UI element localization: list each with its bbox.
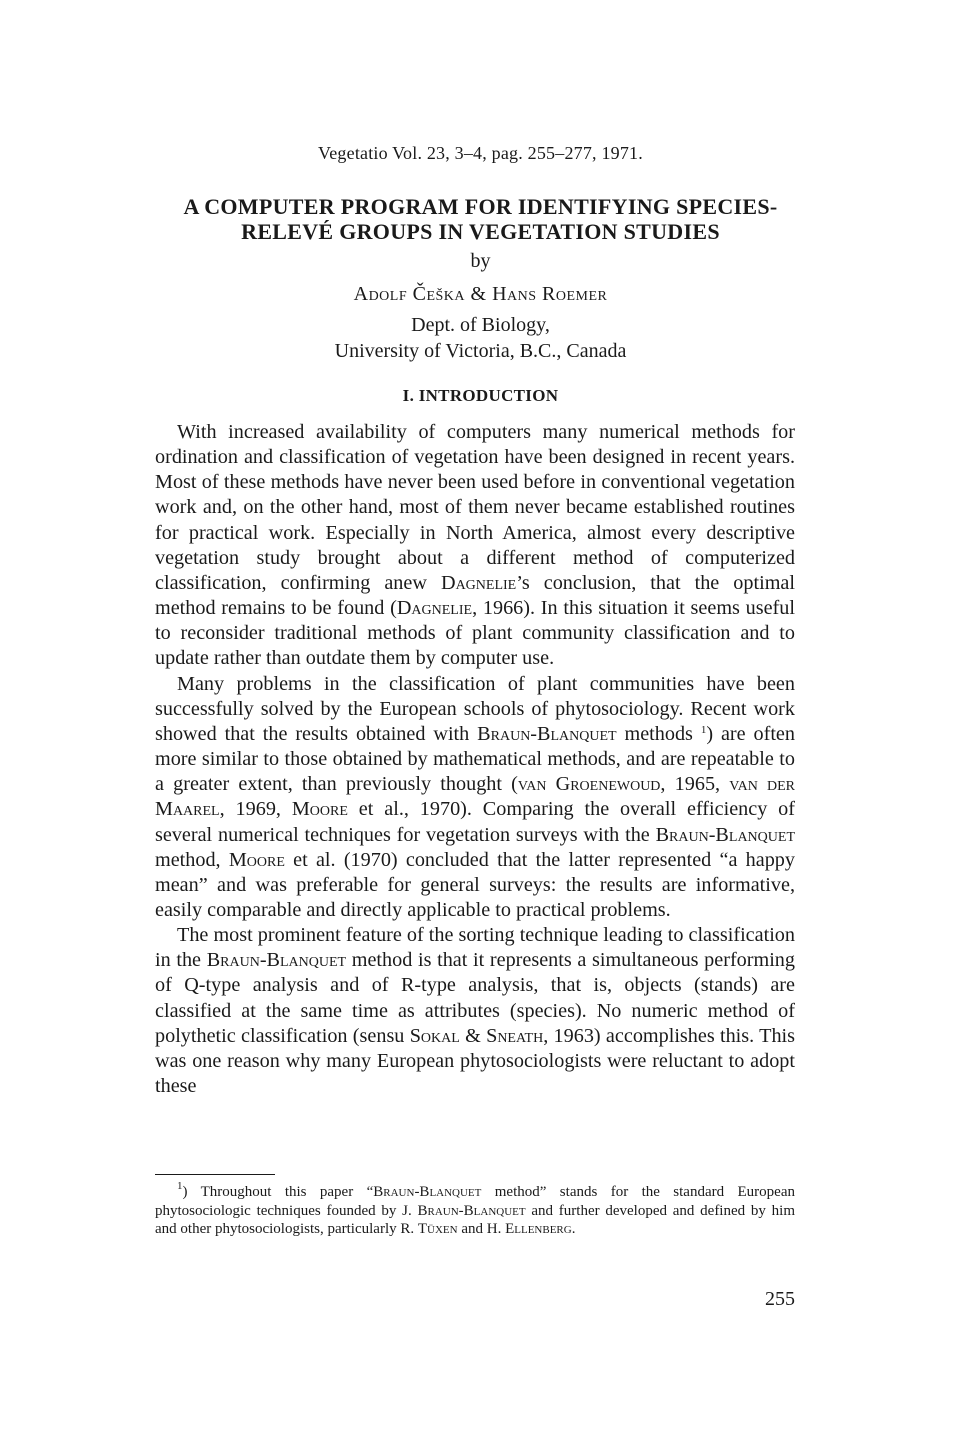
text-span: ’s conclusion, that the optimal method remains to be found ( [155,571,795,620]
affiliation [0,312,961,364]
author-name: Ellenberg [505,1221,572,1237]
text-span: method is that it represents a simultaneous performing of Q-type analysis and of R-type analysis, that is, objects (stands) are classified at the same time as attributes (species). No numeric method of polythetic classification (sensu [155,949,795,1047]
paragraph-3 [155,923,795,1099]
text-span: et al. (1970) concluded that the latter represented “a happy mean” and was preferable for general surveys: the results are informative, easily comparable and directly applicable to practical problems. [155,848,795,921]
author-name: Sokal [409,1024,460,1047]
paper-title [120,194,841,244]
text-span: et al., 1970). Comparing the overall efficiency of several numerical techniques for vegetation surveys with the [155,798,795,846]
author-name: Moore [291,798,348,821]
author-name: Braun-Blanquet [477,722,617,745]
author-name: Braun-Blanquet [373,1184,482,1200]
section-heading: I. INTRODUCTION [402,386,559,405]
text-span: & [459,1024,487,1047]
paragraph-2 [155,672,795,924]
footnote-marker: 1 [177,1180,183,1192]
author-name: Sneath [486,1024,544,1047]
text-span: and further developed and defined by him and other phytosociologists, particularly R. [155,1202,795,1237]
text-span: and H. [457,1221,506,1237]
page-number: 255 [765,1288,795,1310]
title-line-2: RELEVÉ GROUPS IN VEGETATION STUDIES [241,219,720,244]
text-span: With increased availability of computers many numerical methods for ordination and classification of vegetation have been designed in recent years. Most of these methods have never been used before in conventional vegetation work and, on the other hand, most of them never became established routines for practical work. Especially in North America, almost every descriptive vegetation study brought about a different method of computerized classification, confirming anew [155,421,795,594]
text-span: . [571,1221,576,1237]
journal-citation: Vegetatio Vol. 23, 3–4, pag. 255–277, 1971. [318,143,643,163]
author-name: van der Maarel [155,773,795,821]
footnote-ref: 1 [700,723,707,736]
text-span: ) are often more similar to those obtained by mathematical methods, and are repeatable to a greater extent, than previously thought ( [155,722,795,796]
affiliation-line-2: University of Victoria, B.C., Canada [334,340,627,362]
author-name: Braun-Blanquet [417,1202,526,1219]
author-name: Braun-Blanquet [655,823,795,846]
text-span: methods [616,722,701,745]
author-name: Braun-Blanquet [206,949,347,972]
author-name: Dagnelie [440,571,517,594]
text-span: ) Throughout this paper “ [182,1184,374,1200]
authors: Adolf Češka & Hans Roemer [353,283,608,305]
title-line-1: A COMPUTER PROGRAM FOR IDENTIFYING SPECIES- [183,194,778,219]
text-span: method” stands for the standard European phytosociologic techniques founded by J. [155,1184,795,1219]
affiliation-line-1: Dept. of Biology, [411,314,550,336]
byline-by: by [470,250,491,272]
text-span: , 1969, [219,798,292,821]
text-span: , 1966). In this situation it seems useful to reconsider traditional methods of plant community classification and to update rather than outdate them by computer use. [155,597,795,670]
author-name: van Groenewoud [517,773,661,796]
body-text [155,420,795,1099]
author-name: Moore [228,848,285,871]
paragraph-1 [155,420,795,672]
text-span: Many problems in the classification of plant communities have been successfully solved by the European schools of phytosociology. Recent work showed that the results obtained with [155,672,795,745]
footnote [155,1180,795,1239]
text-span: , 1963) accomplishes this. This was one reason why many European phytosociologists were reluctant to adopt these [155,1024,796,1098]
author-name: Dagnelie [396,597,473,620]
text-span: , 1965, [660,773,730,796]
footnote-divider [155,1174,275,1175]
text-span: The most prominent feature of the sorting technique leading to classification in the [155,924,795,972]
author-name: Tüxen [417,1221,458,1237]
text-span: method, [155,848,229,871]
